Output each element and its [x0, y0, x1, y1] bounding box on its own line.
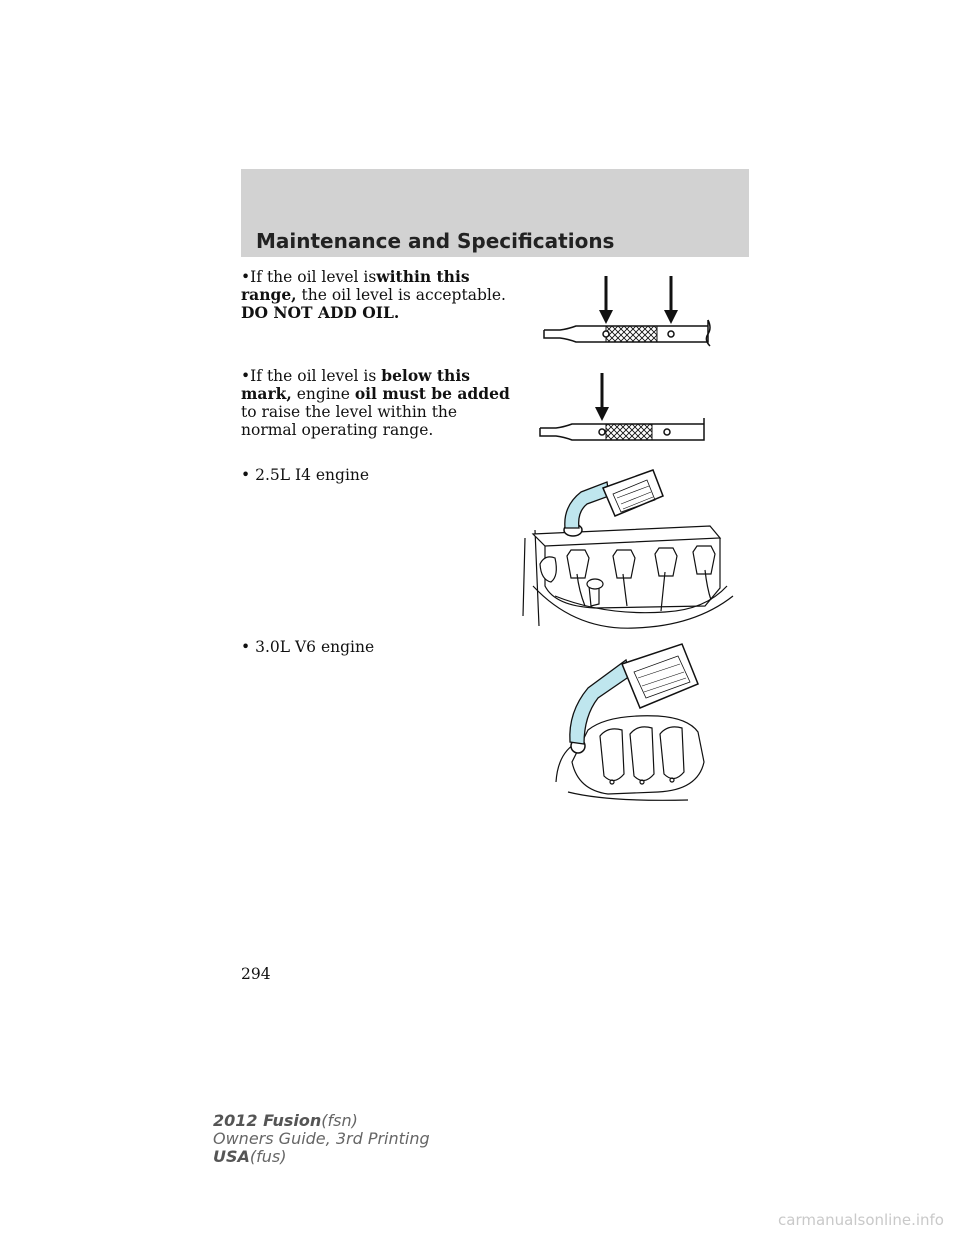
arrow-head [664, 310, 678, 324]
page-number: 294 [241, 965, 271, 983]
section-header-band [241, 169, 749, 257]
bullet: • [241, 638, 251, 656]
dipstick-crosshatch [606, 424, 652, 440]
paragraph-v6-engine: • 3.0L V6 engine [241, 638, 375, 656]
bullet: • [241, 268, 251, 286]
paragraph-oil-below-mark: •If the oil level is below this mark, engine oil must be added to raise the level within the normal operating range. [241, 366, 510, 439]
v6-engine-oil-fill-illustration [548, 642, 713, 804]
arrow-head [595, 407, 609, 421]
oil-bottle [622, 644, 698, 708]
bullet: • [241, 466, 251, 484]
section-title: Maintenance and Specifications [256, 229, 615, 253]
watermark: carmanualsonline.info [778, 1211, 944, 1229]
dipstick-range-illustration [540, 272, 720, 347]
i4-engine-oil-fill-illustration [515, 466, 745, 636]
dipstick-low-illustration [536, 370, 716, 442]
paragraph-i4-engine: • 2.5L I4 engine [241, 466, 370, 484]
arrow-head [599, 310, 613, 324]
paragraph-oil-within-range: •If the oil level iswithin this range, the oil level is acceptable. DO NOT ADD OIL. [241, 267, 506, 322]
bullet: • [241, 367, 251, 385]
document-footer: 2012 Fusion(fsn) Owners Guide, 3rd Printing USA(fus) [213, 1111, 430, 1166]
dipstick-crosshatch [606, 326, 657, 342]
oil-bottle [603, 470, 663, 516]
oil-pour-stream [565, 482, 609, 528]
